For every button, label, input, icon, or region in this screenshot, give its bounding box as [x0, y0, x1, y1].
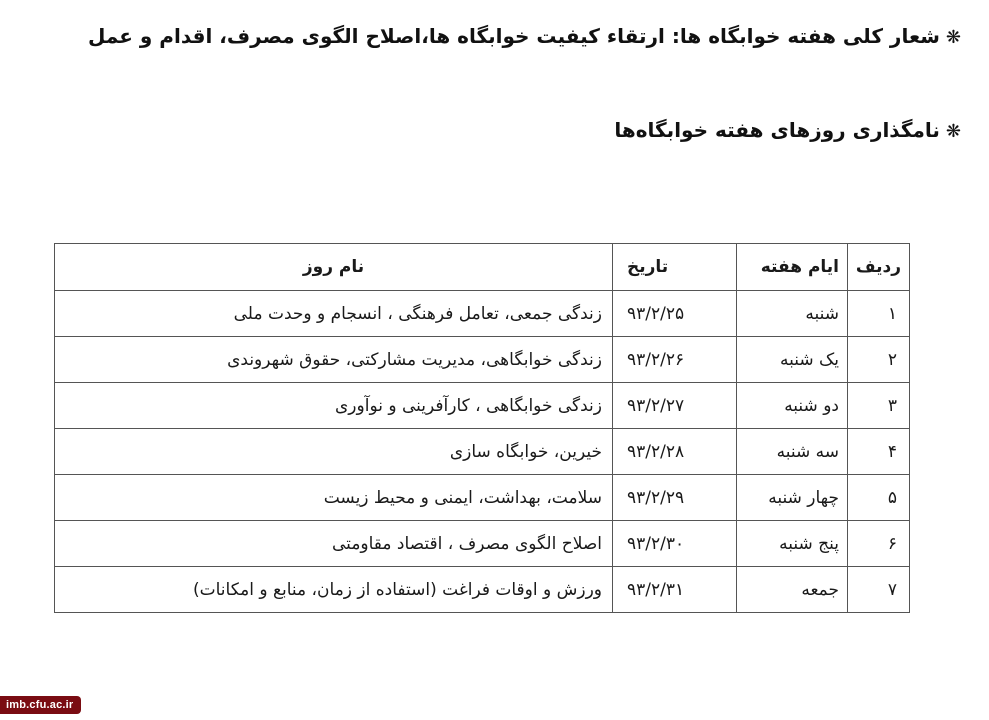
- table-body: [55, 291, 910, 613]
- cell-day-name: اصلاح الگوی مصرف ، اقتصاد مقاومتی: [55, 521, 613, 567]
- cell-row-number: ۴: [848, 429, 910, 475]
- cell-weekday: پنج شنبه: [737, 521, 848, 567]
- bullet-icon: ❋: [945, 121, 961, 142]
- header-date: تاریخ: [613, 244, 737, 291]
- cell-weekday: جمعه: [737, 567, 848, 613]
- cell-weekday: یک شنبه: [737, 337, 848, 383]
- cell-row-number: ۳: [848, 383, 910, 429]
- cell-date: ۹۳/۲/۲۸: [613, 429, 737, 475]
- cell-day-name: ورزش و اوقات فراغت (استفاده از زمان، منابع و امکانات): [55, 567, 613, 613]
- cell-date: ۹۳/۲/۲۵: [613, 291, 737, 337]
- cell-date: ۹۳/۲/۲۹: [613, 475, 737, 521]
- table-row: [55, 337, 910, 383]
- cell-date: ۹۳/۲/۲۷: [613, 383, 737, 429]
- cell-day-name: زندگی خوابگاهی، مدیریت مشارکتی، حقوق شهروندی: [55, 337, 613, 383]
- cell-weekday: شنبه: [737, 291, 848, 337]
- cell-row-number: ۱: [848, 291, 910, 337]
- cell-weekday: سه شنبه: [737, 429, 848, 475]
- cell-day-name: سلامت، بهداشت، ایمنی و محیط زیست: [55, 475, 613, 521]
- cell-row-number: ۵: [848, 475, 910, 521]
- cell-day-name: زندگی جمعی، تعامل فرهنگی ، انسجام و وحدت ملی: [55, 291, 613, 337]
- table-row: [55, 291, 910, 337]
- bullet-icon: ❋: [945, 27, 961, 48]
- days-table: [54, 243, 910, 613]
- table-header-row: [55, 244, 910, 291]
- table-row: [55, 475, 910, 521]
- cell-row-number: ۶: [848, 521, 910, 567]
- table-row: [55, 567, 910, 613]
- header-row-number: ردیف: [848, 244, 910, 291]
- cell-row-number: ۲: [848, 337, 910, 383]
- cell-date: ۹۳/۲/۳۰: [613, 521, 737, 567]
- site-badge: imb.cfu.ac.ir: [0, 696, 81, 714]
- days-table-container: [54, 243, 910, 613]
- table-row: [55, 429, 910, 475]
- cell-row-number: ۷: [848, 567, 910, 613]
- cell-weekday: دو شنبه: [737, 383, 848, 429]
- header-weekday: ایام هفته: [737, 244, 848, 291]
- cell-date: ۹۳/۲/۲۶: [613, 337, 737, 383]
- cell-weekday: چهار شنبه: [737, 475, 848, 521]
- naming-heading: [614, 118, 961, 142]
- cell-day-name: خیرین، خوابگاه سازی: [55, 429, 613, 475]
- cell-day-name: زندگی خوابگاهی ، کارآفرینی و نوآوری: [55, 383, 613, 429]
- naming-text: نامگذاری روزهای هفته خوابگاه‌ها: [614, 118, 940, 142]
- table-row: [55, 383, 910, 429]
- cell-date: ۹۳/۲/۳۱: [613, 567, 737, 613]
- slogan-heading: [88, 24, 961, 48]
- slogan-text: شعار کلی هفته خوابگاه ها: ارتقاء کیفیت خوابگاه ها،اصلاح الگوی مصرف، اقدام و عمل: [88, 24, 940, 48]
- table-row: [55, 521, 910, 567]
- header-day-name: نام روز: [55, 244, 613, 291]
